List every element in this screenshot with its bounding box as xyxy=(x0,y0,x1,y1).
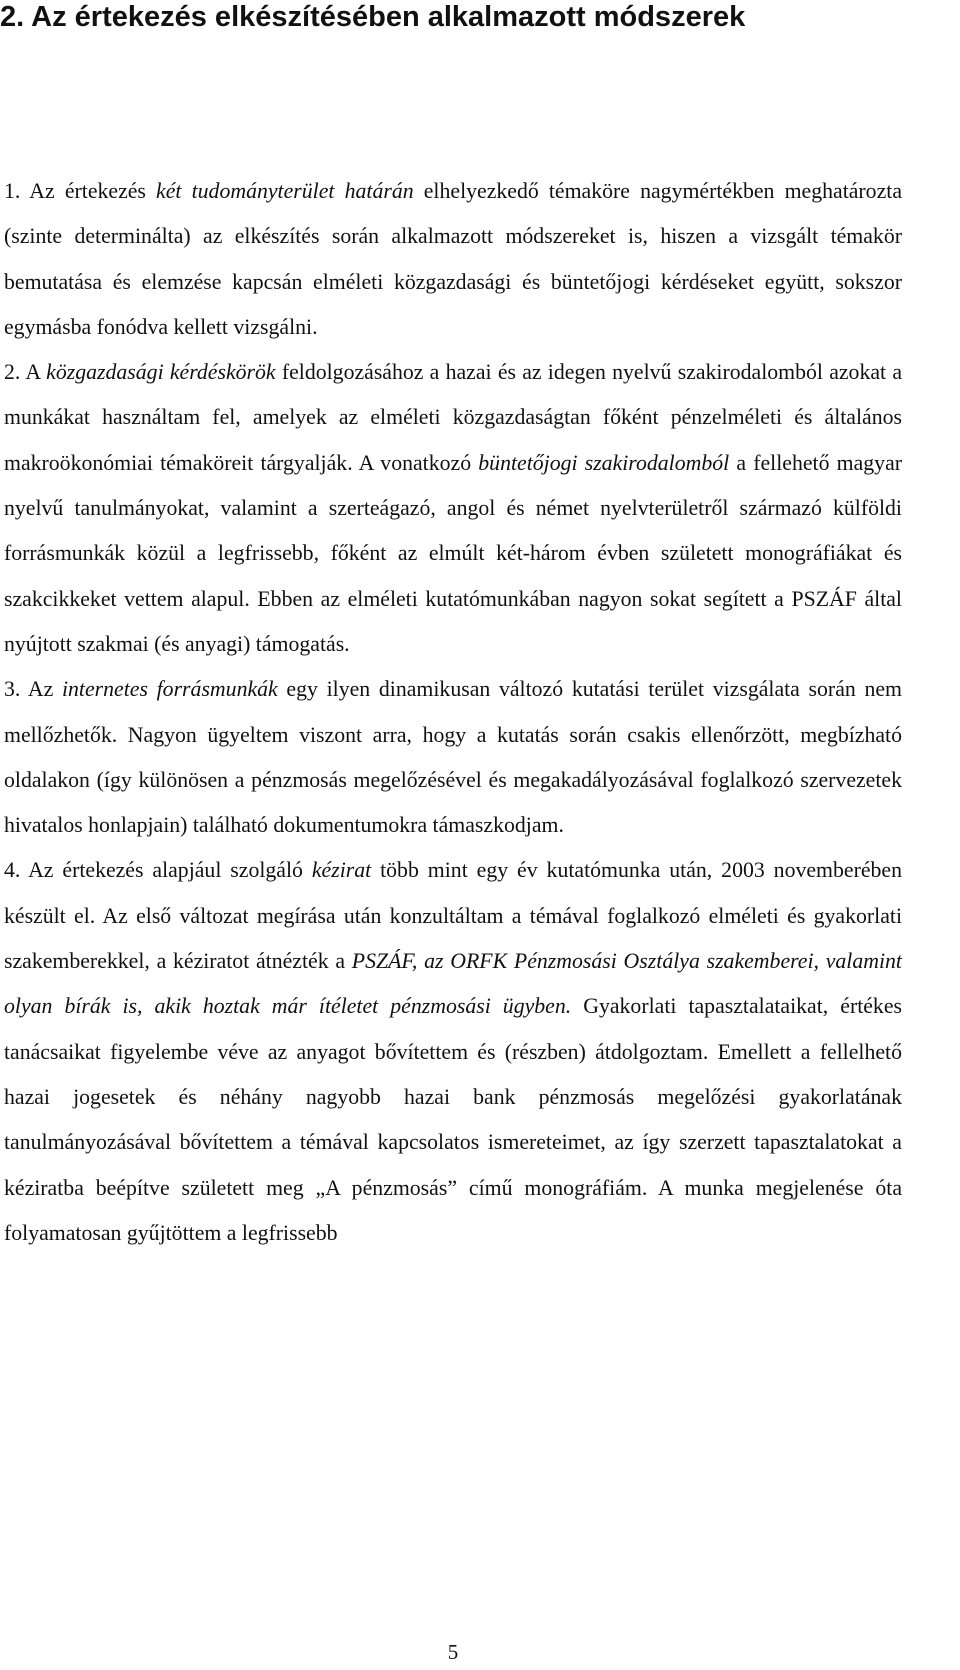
body-text xyxy=(4,169,902,1256)
text-run: egy ilyen dinamikusan változó kutatási terület vizsgálata során nem mellőzhetők. Nagyon ügyeltem viszont arra, hogy a kutatás során csakis ellenőrzött, megbízható oldalakon (így különösen a pénzmosás megelőzésével és megakadályozásával foglalkozó szervezetek hivatalos honlapjain) található dokumentumokra támaszkodjam. xyxy=(4,677,902,838)
paragraph-2 xyxy=(4,350,902,667)
text-run: feldolgozásához a hazai és az idegen nyelvű szakirodalomból azokat a munkákat használtam fel, amelyek az elméleti közgazdaságtan főként pénzelméleti és általános makroökonómiai témaköreit tárgyalják. A vonatkozó xyxy=(4,360,902,475)
italic-run: kézirat xyxy=(311,858,372,883)
italic-run: közgazdasági kérdéskörök xyxy=(46,360,276,385)
text-run: a fellehető magyar nyelvű tanulmányokat, valamint a szerteágazó, angol és német nyelvterületről származó külföldi forrásmunkák közül a legfrissebb, főként az elmúlt két-három évben született monográfiákat és szakcikkeket vettem alapul. Ebben az elméleti kutatómunkában nagyon sokat segített a PSZÁF által nyújtott szakmai (és anyagi) támogatás. xyxy=(4,450,902,656)
italic-run: büntetőjogi szakirodalomból xyxy=(478,450,730,475)
page-number: 5 xyxy=(447,1640,459,1664)
text-run: 3. Az xyxy=(4,677,62,702)
text-run: Gyakorlati tapasztalataikat, értékes tanácsaikat figyelembe véve az anyagot bővítettem és (részben) átdolgoztam. Emellett a fellelhető hazai jogesetek és néhány nagyobb hazai bank pénzmosás megelőzési gyakorlatának tanulmányozásával bővítettem a témával kapcsolatos ismereteimet, az így szerzett tapasztalatokat a kéziratba beépítve született meg „A pénzmosás” című monográfiám. A munka megjelenése óta folyamatosan gyűjtöttem a legfrissebb xyxy=(4,994,902,1245)
text-run: elhelyezkedő témaköre nagymértékben meghatározta (szinte determinálta) az elkészítés során alkalmazott módszereket is, hiszen a vizsgált témakör bemutatása és elemzése kapcsán elméleti közgazdasági és büntetőjogi kérdéseket együtt, sokszor egymásba fonódva kellett vizsgálni. xyxy=(4,179,902,339)
italic-run: internetes forrásmunkák xyxy=(61,677,278,702)
section-heading: 2. Az értekezés elkészítésében alkalmazott módszerek xyxy=(0,1,746,33)
paragraph-3 xyxy=(4,667,902,848)
text-run: 1. Az értekezés xyxy=(4,179,157,203)
text-run: 4. Az értekezés alapjául szolgáló xyxy=(4,858,312,883)
italic-run: két tudományterület határán xyxy=(156,179,414,203)
paragraph-1 xyxy=(4,169,902,350)
text-run: több mint egy év kutatómunka után, 2003 novemberében készült el. Az első változat megírása után konzultáltam a témával foglalkozó elméleti és gyakorlati szakemberekkel, a kéziratot átnézték a xyxy=(4,858,902,974)
paragraph-4 xyxy=(4,848,902,1256)
italic-run: PSZÁF, az ORFK Pénzmosási Osztálya szakemberei, valamint olyan bírák is, akik hoztak már ítéletet pénzmosási ügyben. xyxy=(4,949,902,1019)
text-run: 2. A xyxy=(4,360,47,385)
